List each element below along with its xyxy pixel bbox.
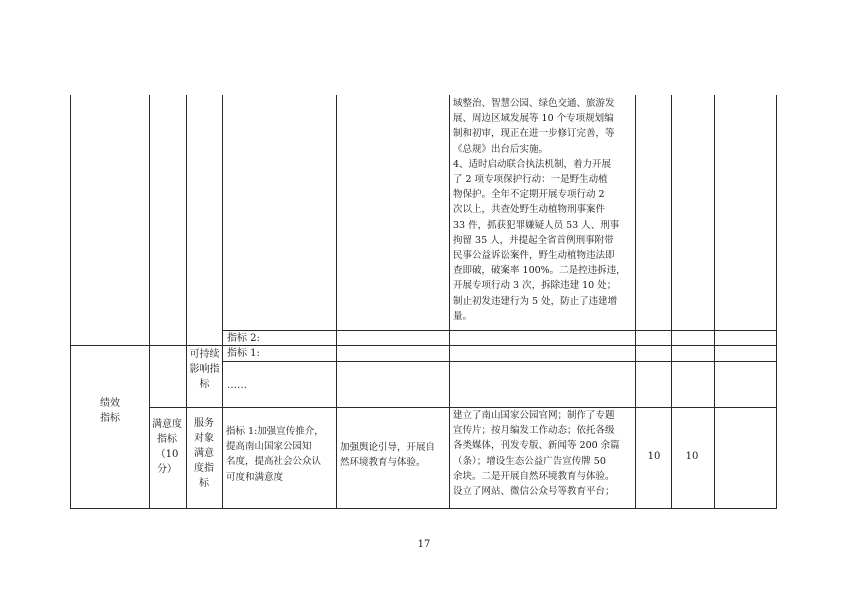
text-line: 4、适时启动联合执法机制，着力开展 (453, 158, 612, 170)
indicator-2-label: 指标 2: (227, 333, 260, 344)
text-line: 设立了网站、微信公众号等教育平台； (453, 486, 615, 498)
text-line: 了 2 项专项保护行动：一是野生动植 (453, 174, 608, 186)
page-number: 17 (417, 539, 431, 550)
text-line: 民事公益诉讼案件，野生动植物违法即 (453, 250, 615, 262)
text-line: 展、周边区域发展等 10 个专项规划编 (453, 113, 614, 125)
table-col-divider (635, 95, 636, 509)
text-line: 各类媒体，刊发专版、新闻等 200 余篇 (453, 440, 620, 452)
table-border-left (70, 95, 71, 509)
table-col-divider (336, 95, 337, 509)
text-line: 加强舆论引导，开展自 (340, 442, 436, 453)
table-col-divider (149, 95, 150, 509)
text-line: 拘留 35 人，并提起全省首例刑事附带 (453, 234, 614, 246)
row-divider (222, 330, 777, 331)
text-line: 《总规》出台后实施。 (453, 143, 549, 155)
text-line: 制止初发违建行为 5 处，防止了违建增 (453, 295, 618, 307)
service-satisfaction-label: 服务对象满意度指标 (194, 418, 214, 489)
row-divider (70, 345, 777, 346)
text-line: 提高南山国家公园知 (226, 441, 312, 453)
text-line: 然环境教育与体验。 (340, 457, 426, 469)
text-line: 余块。二是开展自然环境教育与体验。 (453, 470, 615, 482)
table-border-right (776, 95, 777, 509)
text-line: 可度和满意度 (226, 471, 284, 483)
text-line: 次以上，共查处野生动植物刑事案件 (453, 204, 606, 216)
text-line: 制和初审，现正在进一步修订完善，等 (453, 128, 615, 140)
satisfaction-indicator-text (226, 424, 324, 485)
score-actual: 10 (685, 451, 699, 462)
table-col-divider (449, 95, 450, 509)
text-line: 33 件，抓获犯罪嫌疑人员 53 人、刑事 (453, 219, 620, 231)
row-divider (222, 361, 777, 362)
table-col-divider (671, 95, 672, 509)
text-line: 宣传片；按月编发工作动态；依托各级 (453, 425, 615, 437)
ellipsis: …… (227, 380, 247, 391)
score-weight: 10 (647, 451, 661, 462)
table-border-bottom (70, 508, 777, 509)
satisfaction-completion-text (453, 408, 620, 499)
text-line: 查即破，破案率 100%。二是控违拆违， (453, 265, 626, 277)
text-line: （条）；增设生态公益广告宣传牌 50 (453, 455, 606, 467)
table-col-divider (222, 95, 223, 509)
satisfaction-indicator-label: 满意度指标（10分） (152, 419, 182, 475)
text-line: 域整治、智慧公园、绿色交通、旅游发 (453, 98, 615, 109)
table-col-divider (186, 95, 187, 509)
text-line: 开展专项行动 3 次，拆除违建 10 处； (453, 280, 617, 292)
completion-text (453, 96, 626, 324)
text-line: 指标 1:加强宣传推介， (226, 426, 324, 437)
text-line: 量。 (453, 310, 473, 322)
text-line: 建立了南山国家公园官网；制作了专题 (453, 410, 615, 421)
text-line: 物保护。全年不定期开展专项行动 2 (453, 189, 605, 201)
performance-indicator-label: 绩效指标 (100, 398, 120, 424)
satisfaction-target-text (340, 440, 435, 470)
sustainability-indicator-label: 可持续影响指标 (189, 349, 220, 390)
text-line: 名度，提高社会公众认 (226, 456, 322, 468)
indicator-1-label: 指标 1: (227, 348, 260, 359)
table-col-divider (714, 95, 715, 509)
